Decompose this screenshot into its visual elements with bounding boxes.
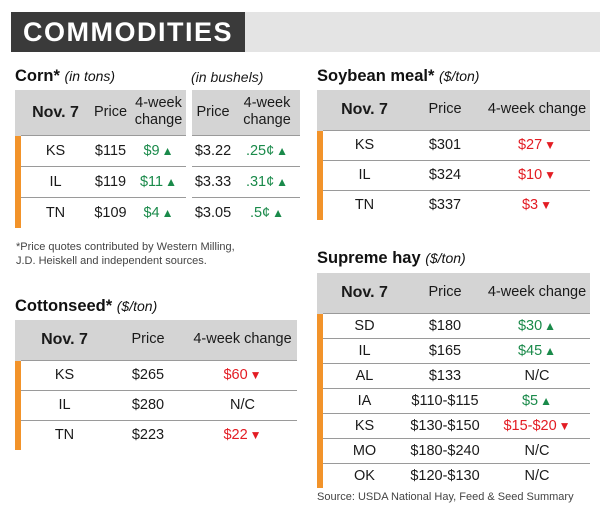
price-tons-cell: [90, 197, 131, 228]
arrow-up-icon: ▲: [161, 205, 174, 220]
change-tons-cell-value: $4: [143, 204, 160, 221]
change-cell: [484, 190, 590, 220]
price-tons-cell: [90, 166, 131, 197]
table-row: [320, 463, 590, 488]
state-cell: [320, 313, 406, 338]
price-cell-value: $265: [131, 367, 165, 383]
state-cell: [320, 463, 406, 488]
state-cell: [320, 130, 406, 160]
price-cell: [108, 390, 188, 420]
change-cell-value: N/C: [524, 442, 550, 459]
price-cell: [406, 363, 484, 388]
soybean-change-header: 4-week change: [484, 90, 590, 130]
soybean-table: [317, 90, 590, 220]
change-cell: [188, 360, 297, 390]
state-cell-value: KS: [45, 142, 66, 159]
price-cell-value: $165: [428, 342, 462, 359]
hay-change-header: 4-week change: [484, 273, 590, 313]
state-cell-value: SD: [354, 317, 375, 334]
state-cell-value: OK: [354, 467, 375, 484]
change-tons-cell: [131, 135, 186, 166]
price-bushels-cell-value: $3.33: [194, 173, 232, 190]
price-cell-value: $324: [428, 167, 462, 183]
table-row: [18, 197, 300, 228]
price-cell: [406, 413, 484, 438]
arrow-up-icon: ▲: [544, 343, 557, 358]
cottonseed-date-header: Nov. 7: [18, 320, 108, 360]
change-cell-value: $15-$20: [503, 417, 557, 434]
price-cell: [406, 160, 484, 190]
change-cell-value: $27: [517, 137, 543, 153]
change-cell: [484, 313, 590, 338]
change-cell: [484, 413, 590, 438]
hay-price-header: Price: [406, 273, 484, 313]
arrow-up-icon: ▲: [161, 143, 174, 158]
change-cell: [484, 363, 590, 388]
corn-change-bu-header: 4-week change: [234, 90, 300, 135]
change-cell: [484, 388, 590, 413]
cottonseed-table: [15, 320, 297, 450]
arrow-down-icon: ▼: [544, 168, 557, 182]
change-cell-value: $10: [517, 167, 543, 183]
corn-unit-bushels: (in bushels): [191, 69, 264, 85]
state-cell-value: AL: [355, 367, 374, 384]
arrow-down-icon: ▼: [544, 138, 557, 152]
table-row: [320, 313, 590, 338]
corn-unit: (in tons): [64, 68, 116, 84]
change-cell-value: $30: [517, 317, 543, 334]
state-cell-value: TN: [354, 197, 375, 214]
price-cell-value: $133: [428, 367, 462, 384]
change-bushels-cell-value: .25¢: [245, 142, 275, 159]
state-cell: [18, 360, 108, 390]
table-row: [18, 420, 297, 450]
banner: [11, 12, 600, 52]
price-tons-cell-value: $115: [94, 142, 127, 159]
change-cell: [484, 130, 590, 160]
change-cell: [188, 390, 297, 420]
state-cell-value: IL: [358, 342, 371, 359]
change-bushels-cell-value: .31¢: [245, 173, 275, 190]
arrow-up-icon: ▲: [540, 393, 553, 408]
price-bushels-cell-value: $3.05: [194, 204, 232, 221]
table-row: [320, 388, 590, 413]
hay-title: Supreme hay: [317, 249, 421, 267]
corn-heading: [15, 67, 115, 86]
price-cell: [406, 338, 484, 363]
price-cell-value: $223: [131, 427, 165, 444]
corn-change-header: 4-week change: [131, 90, 186, 135]
state-cell-value: KS: [54, 367, 75, 383]
change-cell-value: N/C: [524, 367, 550, 384]
state-cell-value: KS: [354, 137, 375, 153]
page-title: COMMODITIES: [11, 12, 245, 52]
price-cell-value: $301: [428, 137, 462, 153]
price-tons-cell: [90, 135, 131, 166]
hay-date-header: Nov. 7: [320, 273, 406, 313]
state-cell: [320, 388, 406, 413]
arrow-up-icon: ▲: [544, 318, 557, 333]
price-cell-value: $280: [131, 397, 165, 413]
table-row: [320, 413, 590, 438]
state-cell: [320, 438, 406, 463]
price-cell: [406, 190, 484, 220]
price-cell: [406, 130, 484, 160]
change-cell-value: $60: [223, 367, 248, 383]
table-row: [18, 135, 300, 166]
change-tons-cell: [131, 197, 186, 228]
arrow-up-icon: ▲: [276, 174, 289, 189]
price-cell: [406, 438, 484, 463]
state-cell: [18, 390, 108, 420]
state-cell-value: TN: [45, 204, 66, 221]
price-bushels-cell: [192, 135, 234, 166]
state-cell-value: IA: [357, 392, 372, 409]
change-bushels-cell-value: .5¢: [249, 204, 271, 221]
hay-heading: [317, 249, 466, 268]
change-cell: [188, 420, 297, 450]
arrow-down-icon: ▼: [249, 368, 262, 382]
corn-table: [15, 90, 300, 228]
corn-price-header: Price: [90, 90, 131, 135]
arrow-up-icon: ▲: [165, 174, 177, 189]
cottonseed-title: Cottonseed*: [15, 297, 113, 315]
table-row: [320, 190, 590, 220]
change-tons-cell: [131, 166, 186, 197]
price-cell-value: $130-$150: [410, 417, 480, 434]
soybean-unit: ($/ton): [438, 68, 480, 84]
change-cell: [484, 160, 590, 190]
state-cell: [320, 413, 406, 438]
change-cell-value: $45: [517, 342, 543, 359]
state-cell: [320, 363, 406, 388]
soybean-title: Soybean meal*: [317, 67, 435, 85]
price-bushels-cell: [192, 197, 234, 228]
change-tons-cell-value: $11: [139, 173, 164, 190]
arrow-down-icon: ▼: [558, 418, 571, 433]
price-cell: [406, 388, 484, 413]
arrow-down-icon: ▼: [540, 198, 553, 213]
state-cell-value: IL: [58, 397, 71, 413]
soybean-date-header: Nov. 7: [320, 90, 406, 130]
state-cell-value: MO: [352, 442, 377, 459]
arrow-up-icon: ▲: [276, 143, 289, 158]
price-cell-value: $110-$115: [411, 392, 479, 409]
change-cell-value: N/C: [230, 397, 255, 413]
cottonseed-heading: [15, 297, 157, 316]
change-cell-value: $3: [521, 197, 539, 214]
price-cell: [406, 463, 484, 488]
change-bushels-cell: [234, 135, 300, 166]
hay-table: [317, 273, 590, 488]
price-tons-cell-value: $109: [94, 204, 127, 221]
corn-date-header: Nov. 7: [18, 90, 90, 135]
cottonseed-unit: ($/ton): [116, 298, 158, 314]
state-cell: [320, 160, 406, 190]
change-cell: [484, 338, 590, 363]
state-cell: [18, 135, 90, 166]
price-cell-value: $180-$240: [410, 442, 480, 459]
state-cell-value: IL: [49, 173, 62, 190]
table-row: [18, 390, 297, 420]
change-bushels-cell: [234, 166, 300, 197]
change-cell-value: N/C: [524, 467, 550, 484]
state-cell: [18, 197, 90, 228]
footnote: *Price quotes contributed by Western Milling, J.D. Heiskell and independent sources.: [16, 241, 235, 267]
table-row: [320, 130, 590, 160]
price-cell: [108, 360, 188, 390]
arrow-up-icon: ▲: [272, 205, 285, 220]
cottonseed-change-header: 4-week change: [188, 320, 297, 360]
table-row: [18, 360, 297, 390]
change-tons-cell-value: $9: [143, 142, 160, 159]
change-cell: [484, 438, 590, 463]
price-cell-value: $337: [428, 197, 462, 214]
price-cell-value: $120-$130: [410, 467, 480, 484]
state-cell: [18, 166, 90, 197]
corn-title: Corn*: [15, 67, 60, 85]
change-cell-value: $5: [521, 392, 539, 409]
source-note: Source: USDA National Hay, Feed & Seed Summary: [317, 491, 574, 503]
table-row: [18, 166, 300, 197]
state-cell-value: TN: [54, 427, 75, 444]
price-bushels-cell: [192, 166, 234, 197]
state-cell-value: KS: [354, 417, 375, 434]
state-cell: [320, 190, 406, 220]
cottonseed-price-header: Price: [108, 320, 188, 360]
table-row: [320, 338, 590, 363]
price-cell: [108, 420, 188, 450]
price-bushels-cell-value: $3.22: [194, 142, 232, 159]
hay-unit: ($/ton): [425, 250, 466, 266]
table-row: [320, 363, 590, 388]
price-cell-value: $180: [428, 317, 462, 334]
change-bushels-cell: [234, 197, 300, 228]
state-cell-value: IL: [358, 167, 371, 183]
state-cell: [18, 420, 108, 450]
table-row: [320, 160, 590, 190]
state-cell: [320, 338, 406, 363]
soybean-heading: [317, 67, 479, 86]
change-cell: [484, 463, 590, 488]
soybean-price-header: Price: [406, 90, 484, 130]
price-tons-cell-value: $119: [94, 173, 127, 190]
table-row: [320, 438, 590, 463]
corn-price-bu-header: Price: [192, 90, 234, 135]
price-cell: [406, 313, 484, 338]
arrow-down-icon: ▼: [249, 428, 262, 443]
change-cell-value: $22: [223, 427, 248, 444]
